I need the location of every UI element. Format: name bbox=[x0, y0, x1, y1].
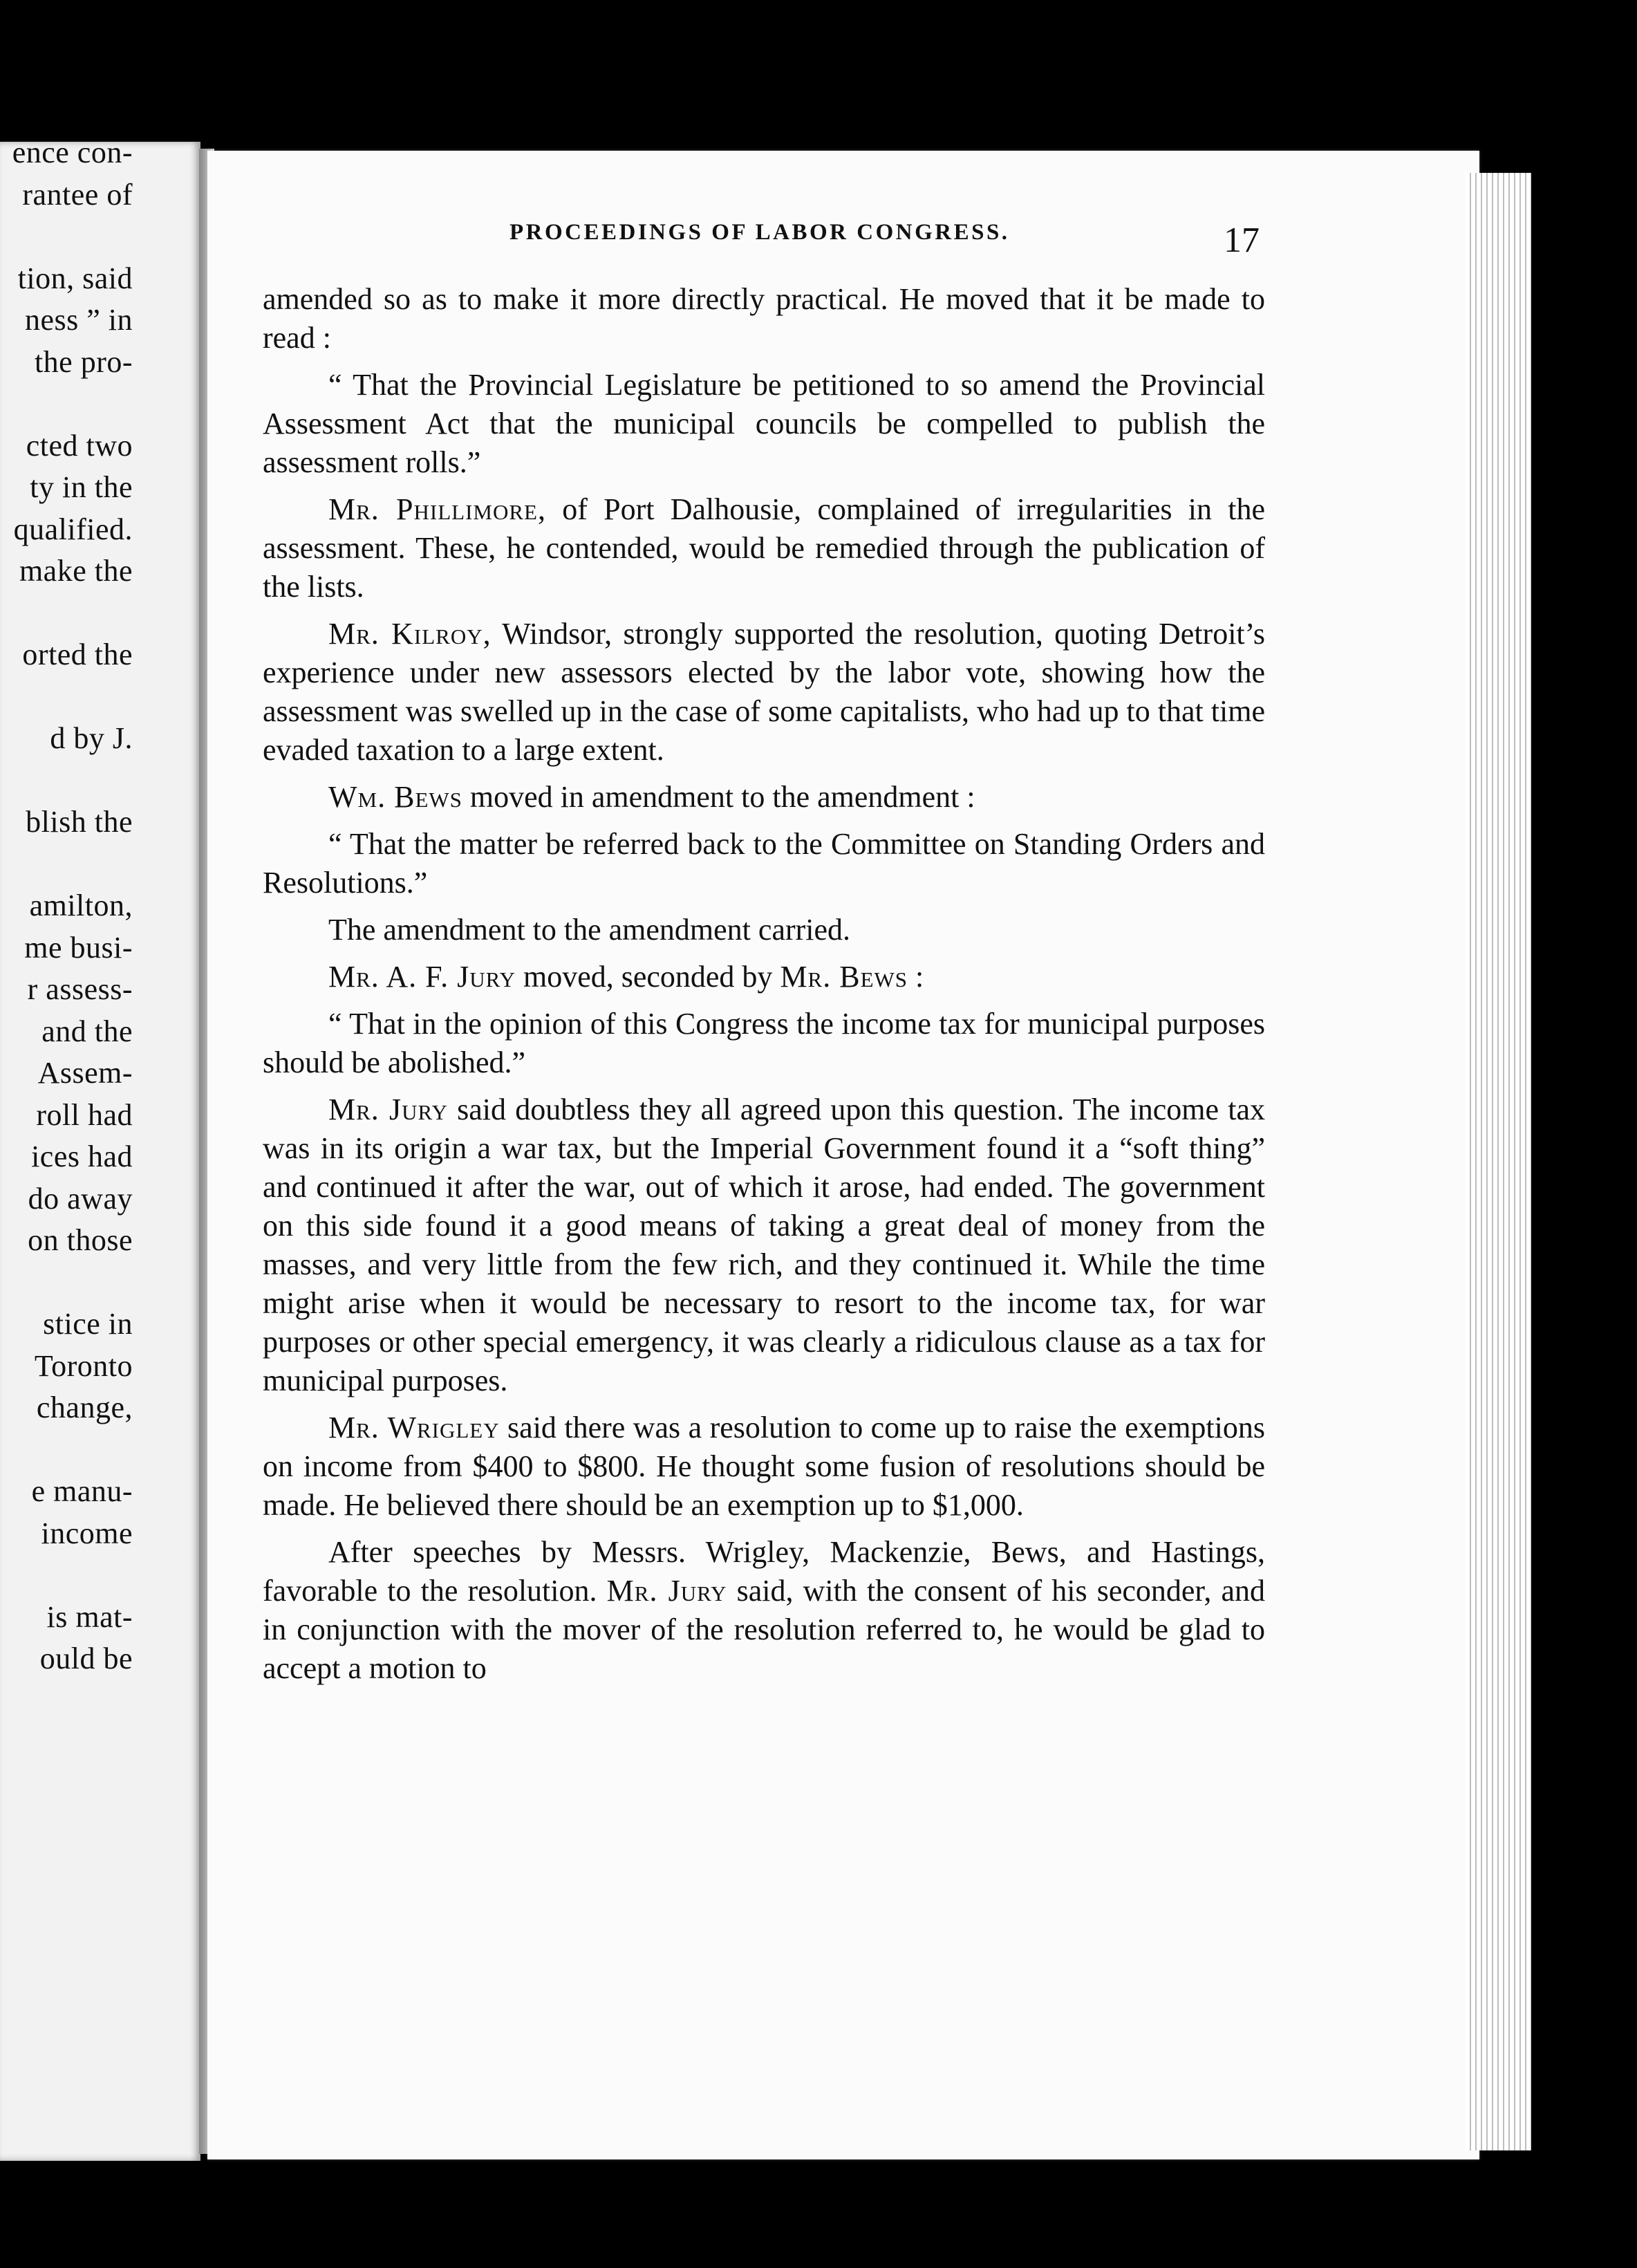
left-page-fragment: do away bbox=[28, 1181, 133, 1216]
paragraph bbox=[263, 911, 1265, 949]
paragraph bbox=[263, 615, 1265, 770]
paragraph-text: amended so as to make it more directly practical. He moved that it be made to read : bbox=[263, 282, 1265, 355]
left-page-fragment: e manu- bbox=[31, 1474, 133, 1508]
left-page-fragment: on those bbox=[28, 1223, 133, 1257]
left-page-fragment: is mat- bbox=[46, 1599, 133, 1634]
left-page-fragment: tion, said bbox=[17, 261, 133, 295]
left-page-fragment: ty in the bbox=[30, 470, 133, 504]
speaker-name: Mr. Jury bbox=[606, 1574, 727, 1608]
left-page-fragment: stice in bbox=[43, 1307, 133, 1341]
paragraph-text: The amendment to the amendment carried. bbox=[328, 913, 851, 947]
paragraph-text: said there was a resolution to come up to raise the exemptions on income from $400 to $800. He thought some fusion of resolutions should be made. He believed there should be an exemption up to $1,000. bbox=[263, 1411, 1265, 1522]
speaker-name: Mr. Phillimore, bbox=[328, 492, 546, 526]
speaker-name: Mr. Kilroy, bbox=[328, 617, 492, 651]
left-page-fragment: change, bbox=[36, 1391, 133, 1424]
left-page-fragment: the pro- bbox=[34, 344, 133, 379]
left-page-fragment: make the bbox=[19, 554, 133, 588]
quoted-resolution bbox=[263, 366, 1265, 482]
left-page-fragment: ness ” in bbox=[24, 303, 133, 337]
speaker-name: Mr. Jury bbox=[328, 1093, 448, 1126]
left-page-fragment: blish the bbox=[26, 805, 133, 839]
running-head: PROCEEDINGS OF LABOR CONGRESS. bbox=[509, 220, 1010, 245]
left-page-fragment: Toronto bbox=[34, 1348, 133, 1383]
paragraph bbox=[263, 958, 1265, 996]
body-text bbox=[263, 280, 1265, 1696]
paragraph bbox=[263, 778, 1265, 817]
paragraph bbox=[263, 1533, 1265, 1688]
paragraph bbox=[263, 1090, 1265, 1400]
paragraph-text: “ That the Provincial Legislature be petitioned to so amend the Provincial Assessment Act that the municipal councils be compelled to publish the assessment rolls.” bbox=[263, 368, 1265, 479]
left-page-fragment: rantee of bbox=[22, 177, 133, 212]
left-page-fragment: r assess- bbox=[27, 972, 133, 1006]
paragraph bbox=[263, 490, 1265, 606]
paragraph-text: “ That the matter be referred back to the Committee on Standing Orders and Resolutions.” bbox=[263, 827, 1265, 900]
left-page-fragment: income bbox=[41, 1516, 133, 1550]
left-page-fragment: ence con- bbox=[12, 142, 133, 169]
left-page-fragment: ould be bbox=[39, 1642, 133, 1675]
quoted-resolution bbox=[263, 1005, 1265, 1082]
paragraph-text: moved, seconded by bbox=[515, 960, 780, 994]
paragraph-text: : bbox=[908, 960, 924, 994]
speaker-name: Mr. Bews bbox=[780, 960, 908, 994]
left-page-fragment: ices had bbox=[31, 1140, 133, 1173]
left-page-fragment: Assem- bbox=[37, 1056, 133, 1090]
left-page-fragment: amilton, bbox=[29, 889, 133, 922]
speaker-name: Mr. Wrigley bbox=[328, 1411, 500, 1444]
left-page-fragment: d by J. bbox=[50, 721, 133, 755]
left-page-fragment: and the bbox=[41, 1014, 133, 1048]
paragraph-text: Windsor, strongly supported the resolution, quoting Detroit’s experience under new assessors elected by the labor vote, showing how the assessment was swelled up in the case of some capitalists, who had up to that time evaded taxation to a large extent. bbox=[263, 617, 1265, 767]
paragraph bbox=[263, 280, 1265, 357]
paragraph-text: said doubtless they all agreed upon this question. The income tax was in its origin a war tax, but the Imperial Government found it a “soft thing” and continued it after the war, out of which it arose, had ended. The government on this side found it a good means of taking a great deal of money from the masses, and very little from the few rich, and they continued it. While the time might arise when it would be necessary to resort to the income tax, for war purposes or other special emergency, it was clearly a ridiculous clause as a tax for municipal purposes. bbox=[263, 1093, 1265, 1397]
left-page-fragment: orted the bbox=[22, 638, 133, 671]
paragraph-text: said, with the consent of his seconder, and in conjunction with the mover of the resolution referred to, he would be glad to accept a motion to bbox=[263, 1574, 1265, 1685]
left-page-fragment: qualified. bbox=[13, 512, 133, 546]
paragraph-text: “ That in the opinion of this Congress the income tax for municipal purposes should be abolished.” bbox=[263, 1007, 1265, 1079]
page-edges bbox=[1466, 173, 1531, 2150]
quoted-resolution bbox=[263, 825, 1265, 902]
left-page-fragment: roll had bbox=[36, 1097, 133, 1132]
left-page-fragment: me busi- bbox=[24, 930, 133, 965]
page-number: 17 bbox=[1224, 221, 1260, 260]
paragraph-text: moved in amendment to the amendment : bbox=[462, 780, 975, 814]
left-page-fragment: cted two bbox=[26, 428, 133, 463]
left-page bbox=[0, 142, 200, 2161]
speaker-name: Wm. Bews bbox=[328, 780, 462, 814]
paragraph bbox=[263, 1409, 1265, 1525]
paragraph-text: of Port Dalhousie, complained of irregularities in the assessment. These, he contended, would be remedied through the publication of the lists. bbox=[263, 492, 1265, 604]
speaker-name: Mr. A. F. Jury bbox=[328, 960, 516, 994]
paragraph-text: After speeches by Messrs. Wrigley, Mackenzie, Bews, and Hastings, favorable to the resolution. bbox=[263, 1535, 1265, 1608]
